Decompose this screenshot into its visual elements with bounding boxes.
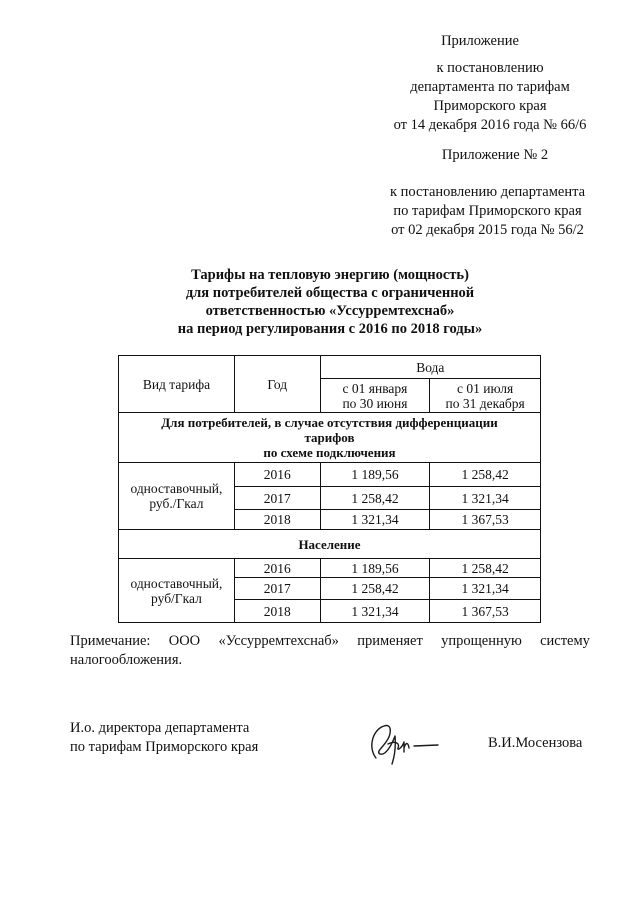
value-cell: 1 258,42 xyxy=(430,559,541,578)
basis-line: департамента по тарифам xyxy=(410,79,570,95)
appendix2-title-text: Приложение № 2 xyxy=(441,147,549,163)
year-cell: 2017 xyxy=(234,578,320,600)
basis-line: к постановлению xyxy=(436,60,544,76)
header-period-2 xyxy=(430,379,541,413)
title-line: Тарифы на тепловую энергию (мощность) xyxy=(191,267,469,283)
title-line: ответственностью «Уссурремтехснаб» xyxy=(205,303,455,319)
note-word: ООО xyxy=(168,633,201,649)
section-heading xyxy=(119,413,541,463)
appendix-basis xyxy=(360,59,620,135)
note-line-1 xyxy=(70,632,590,651)
note-word: Примечание: xyxy=(70,633,151,649)
value-cell: 1 189,56 xyxy=(320,559,430,578)
year-cell: 2016 xyxy=(234,463,320,487)
basis-line: по тарифам Приморского края xyxy=(393,203,582,219)
section-heading-line: тарифов xyxy=(304,430,355,445)
appendix2-basis xyxy=(360,183,615,240)
value-cell: 1 258,42 xyxy=(320,578,430,600)
year-cell: 2018 xyxy=(234,600,320,623)
header-period-1 xyxy=(320,379,430,413)
header-period-2-line: с 01 июля xyxy=(457,380,514,396)
basis-line: к постановлению департамента xyxy=(389,184,586,200)
note xyxy=(70,632,590,670)
note-word: «Уссурремтехснаб» xyxy=(218,633,339,649)
basis-line: Приморского края xyxy=(433,98,547,114)
appendix-title-text: Приложение xyxy=(441,33,519,49)
value-cell: 1 321,34 xyxy=(430,578,541,600)
section-heading-line: Население xyxy=(298,536,361,552)
note-word: систему xyxy=(540,633,590,649)
section-heading-line: по схеме подключения xyxy=(263,445,396,460)
year-cell: 2016 xyxy=(234,559,320,578)
value-cell: 1 321,34 xyxy=(320,510,430,530)
position-line: И.о. директора департамента xyxy=(70,720,250,736)
section-heading xyxy=(119,530,541,559)
value-cell: 1 367,53 xyxy=(430,600,541,623)
position-line: по тарифам Приморского края xyxy=(70,739,259,755)
header-period-2-line: по 31 декабря xyxy=(445,395,525,411)
value-cell: 1 367,53 xyxy=(430,510,541,530)
appendix-title xyxy=(380,32,580,51)
title-line: для потребителей общества с ограниченной xyxy=(185,285,475,301)
note-word: применяет xyxy=(357,633,423,649)
signatory-position xyxy=(70,719,258,757)
tariff-type-line: одноставочный, xyxy=(130,575,223,591)
header-tariff-type: Вид тарифа xyxy=(119,356,235,413)
tariff-type-cell xyxy=(119,559,235,623)
value-cell: 1 258,42 xyxy=(320,487,430,510)
tariff-type-line: руб./Гкал xyxy=(149,496,204,511)
note-word: упрощенную xyxy=(441,633,522,649)
basis-line: от 02 декабря 2015 года № 56/2 xyxy=(391,222,584,238)
value-cell: 1 189,56 xyxy=(320,463,430,487)
year-cell: 2017 xyxy=(234,487,320,510)
table-row xyxy=(119,463,541,487)
value-cell: 1 321,34 xyxy=(320,600,430,623)
year-cell: 2018 xyxy=(234,510,320,530)
basis-line: от 14 декабря 2016 года № 66/6 xyxy=(393,117,587,133)
tariff-type-line: одноставочный, xyxy=(130,481,223,496)
header-period-1-line: с 01 января xyxy=(342,380,408,396)
section-heading-line: Для потребителей, в случае отсутствия дифференциации xyxy=(161,415,498,430)
header-water: Вода xyxy=(320,356,540,379)
title-line: на период регулирования с 2016 по 2018 годы» xyxy=(177,321,483,337)
table-row xyxy=(119,559,541,578)
tariff-type-cell xyxy=(119,463,235,530)
value-cell: 1 321,34 xyxy=(430,487,541,510)
header-year: Год xyxy=(234,356,320,413)
document-title xyxy=(130,266,530,338)
value-cell: 1 258,42 xyxy=(430,463,541,487)
tariff-table xyxy=(118,355,541,623)
signatory-name: В.И.Мосензова xyxy=(488,735,583,751)
note-line-2: налогообложения. xyxy=(70,652,183,668)
appendix2-title xyxy=(395,146,595,165)
handwritten-signature-icon xyxy=(362,718,442,766)
header-period-1-line: по 30 июня xyxy=(342,395,408,411)
tariff-type-line: руб/Гкал xyxy=(151,590,202,606)
